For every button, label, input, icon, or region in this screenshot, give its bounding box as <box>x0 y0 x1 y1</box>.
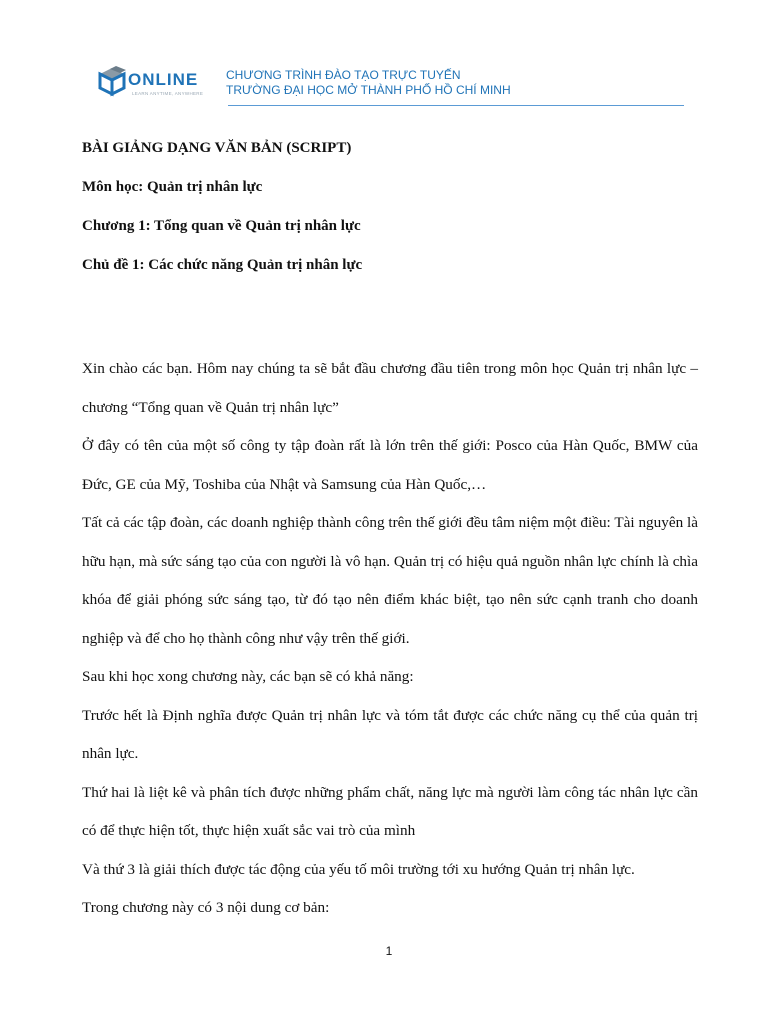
online-logo <box>94 62 204 102</box>
paragraph: Sau khi học xong chương này, các bạn sẽ có khả năng: <box>82 668 414 685</box>
topic-heading: Chủ đề 1: Các chức năng Quản trị nhân lực <box>82 257 363 273</box>
document-title: BÀI GIẢNG DẠNG VĂN BẢN (SCRIPT) <box>82 140 352 156</box>
paragraph: Trong chương này có 3 nội dung cơ bản: <box>82 899 330 916</box>
subject-heading: Môn học: Quản trị nhân lực <box>82 179 263 195</box>
institution-lines <box>226 68 511 98</box>
header-divider <box>228 105 684 106</box>
university-name: TRƯỜNG ĐẠI HỌC MỞ THÀNH PHỐ HỒ CHÍ MINH <box>226 83 511 97</box>
lecture-body <box>82 350 698 928</box>
paragraph: Xin chào các bạn. Hôm nay chúng ta sẽ bắt đầu chương đầu tiên trong môn học Quản trị nhân lực – chương “Tổng quan về Quản trị nhân lực” <box>82 360 698 416</box>
paragraph: Tất cả các tập đoàn, các doanh nghiệp thành công trên thế giới đều tâm niệm một điều: Tài nguyên là hữu hạn, mà sức sáng tạo của con người là vô hạn. Quản trị có hiệu quả nguồn nhân lực chính là chìa khóa để giải phóng sức sáng tạo, từ đó tạo nên điểm khác biệt, tạo nên sức cạnh tranh cho doanh nghiệp và để cho họ thành công như vậy trên thế giới. <box>82 514 698 647</box>
logo-tagline: LEARN ANYTIME, ANYWHERE <box>132 91 204 96</box>
logo-wordmark: ONLINE <box>128 70 199 89</box>
page-number: 1 <box>385 944 393 958</box>
paragraph: Ở đây có tên của một số công ty tập đoàn rất là lớn trên thế giới: Posco của Hàn Quốc, BMW của Đức, GE của Mỹ, Toshiba của Nhật và Samsung của Hàn Quốc,… <box>82 437 698 493</box>
document-header <box>88 56 684 108</box>
paragraph: Và thứ 3 là giải thích được tác động của yếu tố môi trường tới xu hướng Quản trị nhân lực. <box>82 860 635 878</box>
paragraph: Trước hết là Định nghĩa được Quản trị nhân lực và tóm tắt được các chức năng cụ thể của quản trị nhân lực. <box>82 706 698 762</box>
chapter-heading: Chương 1: Tổng quan về Quản trị nhân lực <box>82 218 361 234</box>
paragraph: Thứ hai là liệt kê và phân tích được những phẩm chất, năng lực mà người làm công tác nhân lực cần có để thực hiện tốt, thực hiện xuất sắc vai trò của mình <box>82 783 698 839</box>
cube-logo-icon <box>94 62 130 98</box>
program-name: CHƯƠNG TRÌNH ĐÀO TẠO TRỰC TUYẾN <box>226 68 461 82</box>
